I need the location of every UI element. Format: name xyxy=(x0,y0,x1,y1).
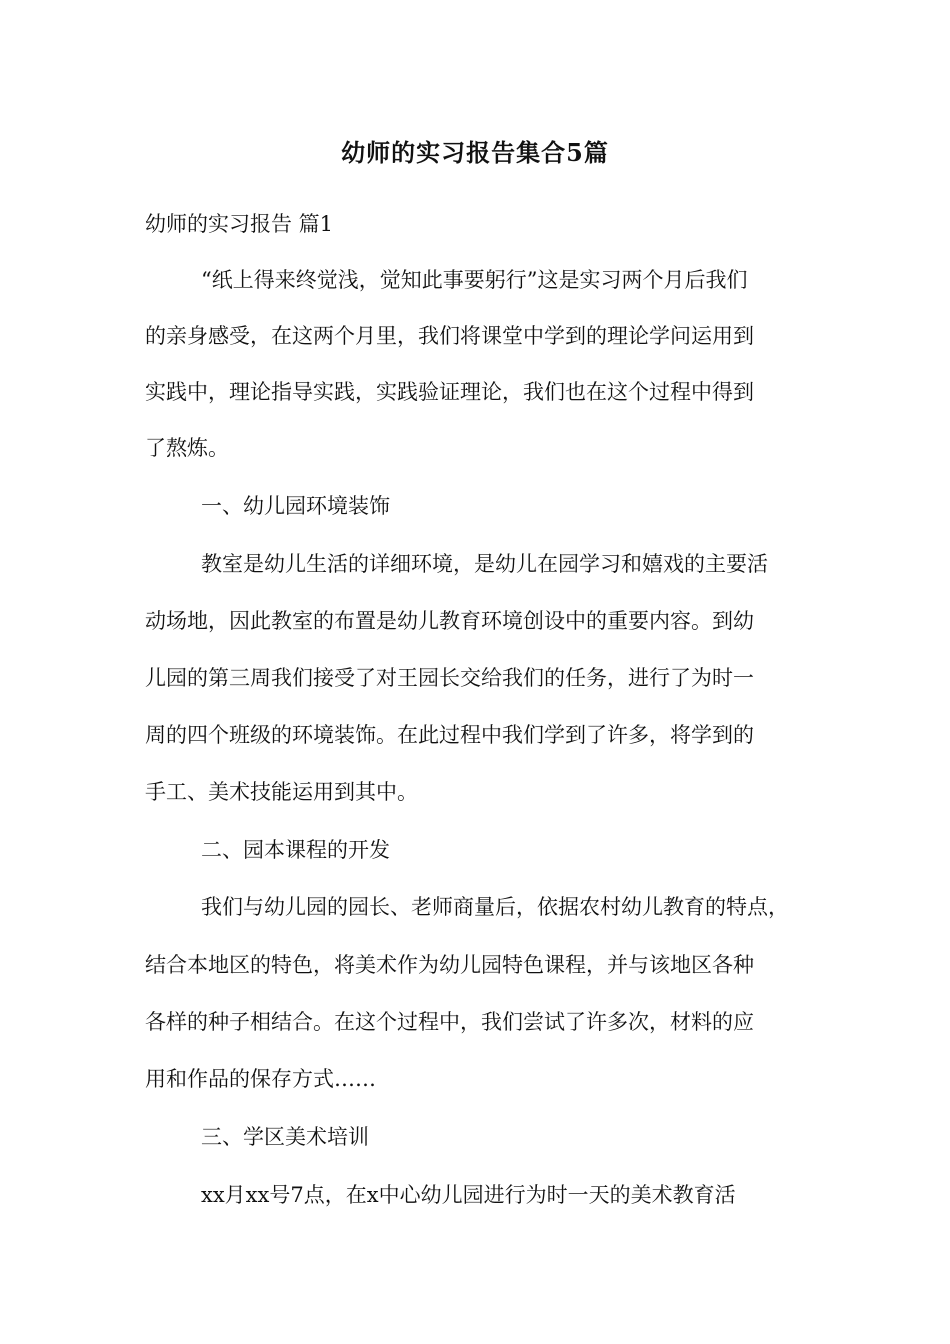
paragraph-line: 教室是幼儿生活的详细环境，是幼儿在园学习和嬉戏的主要活 xyxy=(201,552,768,576)
section-heading: 幼师的实习报告 篇1 xyxy=(145,212,334,236)
subsection-heading: 三、学区美术培训 xyxy=(201,1125,369,1149)
subsection-heading: 二、园本课程的开发 xyxy=(201,838,390,862)
paragraph-line: 各样的种子相结合。在这个过程中，我们尝试了许多次，材料的应 xyxy=(145,1010,754,1034)
paragraph-line: 周的四个班级的环境装饰。在此过程中我们学到了许多，将学到的 xyxy=(145,723,754,747)
document-title: 幼师的实习报告集合5篇 xyxy=(341,138,609,167)
paragraph-line: 用和作品的保存方式…… xyxy=(145,1067,376,1091)
paragraph-line: 的亲身感受，在这两个月里，我们将课堂中学到的理论学问运用到 xyxy=(145,324,754,348)
paragraph-line: 了熬炼。 xyxy=(145,436,229,460)
paragraph-line: 我们与幼儿园的园长、老师商量后，依据农村幼儿教育的特点， xyxy=(201,895,789,919)
paragraph-line: “纸上得来终觉浅，觉知此事要躬行”这是实习两个月后我们 xyxy=(201,268,748,292)
paragraph-line: 实践中，理论指导实践，实践验证理论，我们也在这个过程中得到 xyxy=(145,380,754,404)
paragraph-line: 手工、美术技能运用到其中。 xyxy=(145,780,418,804)
subsection-heading: 一、幼儿园环境装饰 xyxy=(201,494,390,518)
paragraph-line: 动场地，因此教室的布置是幼儿教育环境创设中的重要内容。到幼 xyxy=(145,609,754,633)
paragraph-line: 儿园的第三周我们接受了对王园长交给我们的任务，进行了为时一 xyxy=(145,666,754,690)
paragraph-line: 结合本地区的特色，将美术作为幼儿园特色课程，并与该地区各种 xyxy=(145,953,754,977)
paragraph-line: xx月xx号7点，在x中心幼儿园进行为时一天的美术教育活 xyxy=(201,1183,736,1207)
